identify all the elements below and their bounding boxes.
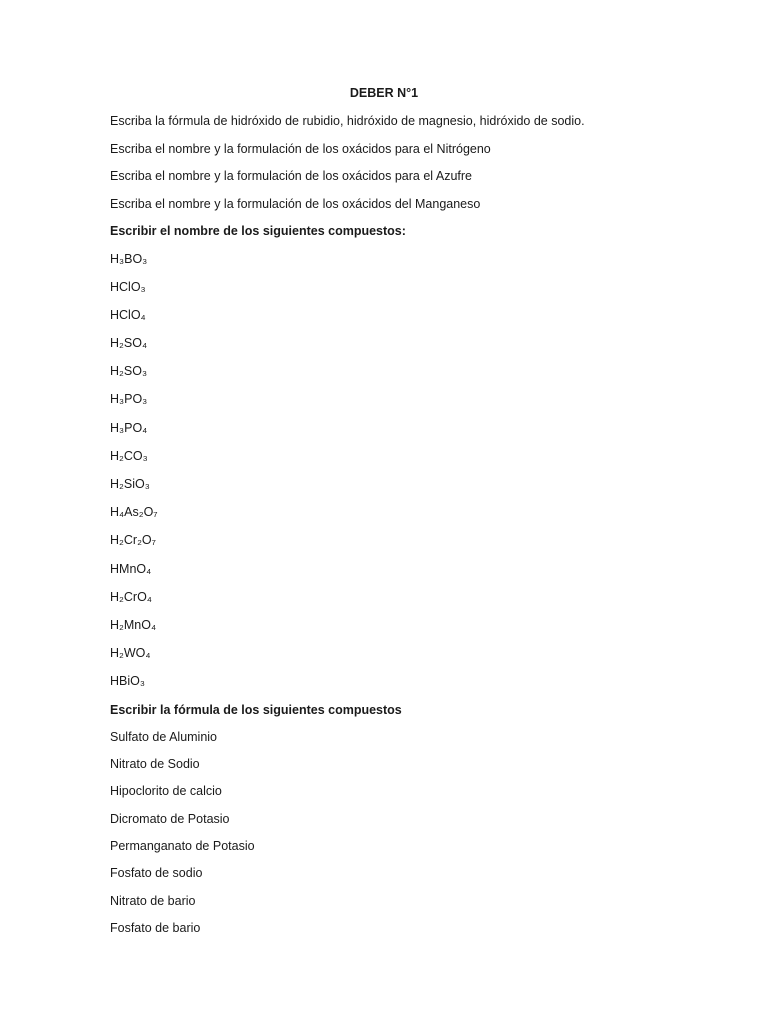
formula-item: H₃BO₃ (110, 251, 148, 266)
compound-item: Sulfato de Aluminio (110, 729, 218, 744)
compound-item: Fosfato de sodio (110, 866, 203, 881)
instruction-1: Escriba la fórmula de hidróxido de rubidio, hidróxido de magnesio, hidróxido de sodio. (110, 114, 585, 128)
formula-item: H₃PO₃ (110, 392, 148, 407)
document-title: DEBER N°1 (349, 86, 419, 100)
formula-item: HMnO₄ (110, 561, 152, 576)
compound-item: Permanganato de Potasio (110, 838, 255, 853)
formula-item: HBiO₃ (110, 674, 145, 689)
compound-item: Dicromato de Potasio (110, 811, 230, 826)
formula-item: H₂SO₃ (110, 364, 148, 379)
compound-item: Nitrato de bario (110, 893, 196, 908)
instruction-2: Escriba el nombre y la formulación de los oxácidos para el Nitrógeno (110, 141, 491, 156)
formula-item: H₂WO₄ (110, 646, 151, 661)
document-body (110, 113, 730, 947)
formula-item: H₄As₂O₇ (110, 505, 158, 520)
compound-item: Fosfato de bario (110, 920, 201, 935)
instruction-3: Escriba el nombre y la formulación de los oxácidos para el Azufre (110, 169, 472, 183)
compound-item: Nitrato de Sodio (110, 757, 200, 772)
formula-item: H₂Cr₂O₇ (110, 533, 156, 548)
section-heading-formulas: Escribir la fórmula de los siguientes compuestos (110, 702, 402, 717)
formula-item: H₂SiO₃ (110, 477, 150, 491)
formula-item: H₂CrO₄ (110, 589, 152, 604)
formula-item: H₂MnO₄ (110, 617, 157, 632)
instruction-4: Escriba el nombre y la formulación de los oxácidos del Manganeso (110, 196, 481, 211)
formula-item: HClO₃ (110, 279, 146, 294)
formula-item: H₃PO₄ (110, 420, 148, 435)
formula-item: H₂CO₃ (110, 448, 148, 463)
formula-item: H₂SO₄ (110, 336, 148, 351)
compound-item: Hipoclorito de calcio (110, 784, 222, 799)
formula-item: HClO₄ (110, 307, 146, 322)
section-heading-names: Escribir el nombre de los siguientes compuestos: (110, 224, 406, 238)
